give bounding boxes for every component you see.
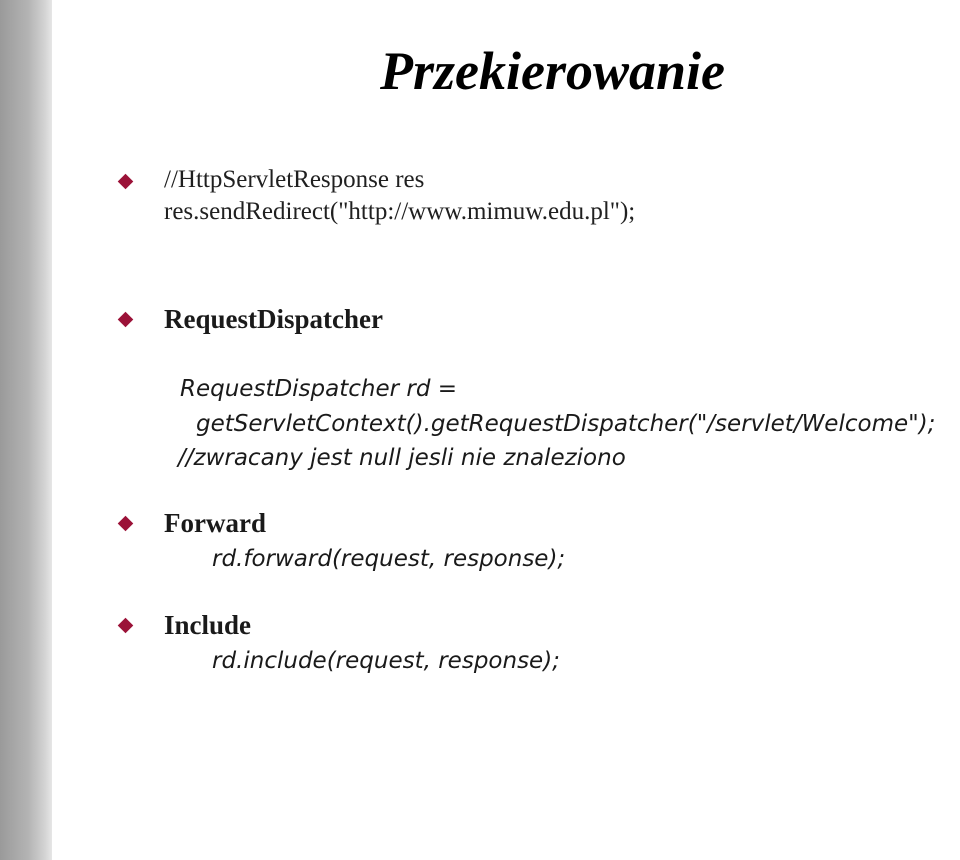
slide-side-bar [0,0,52,860]
include-heading: Include [164,610,252,640]
dispatcher-code-line-2: getServletContext().getRequestDispatcher("/servlet/Welcome"); [196,411,936,437]
diamond-bullet-icon [118,312,134,328]
redirect-comment: //HttpServletResponse res [164,166,425,193]
diamond-bullet-icon [118,174,134,190]
diamond-bullet-icon [118,618,134,634]
redirect-code: res.sendRedirect("http://www.mimuw.edu.pl"); [164,198,636,225]
dispatcher-code-line-3: //zwracany jest null jesli nie znaleziono [178,445,626,471]
forward-code: rd.forward(request, response); [212,546,566,572]
dispatcher-code-line-1: RequestDispatcher rd = [180,376,458,402]
include-code: rd.include(request, response); [212,648,560,674]
diamond-bullet-icon [118,516,134,532]
dispatcher-heading: RequestDispatcher [164,304,383,334]
forward-heading: Forward [164,508,266,538]
slide-title: Przekierowanie [380,41,725,101]
